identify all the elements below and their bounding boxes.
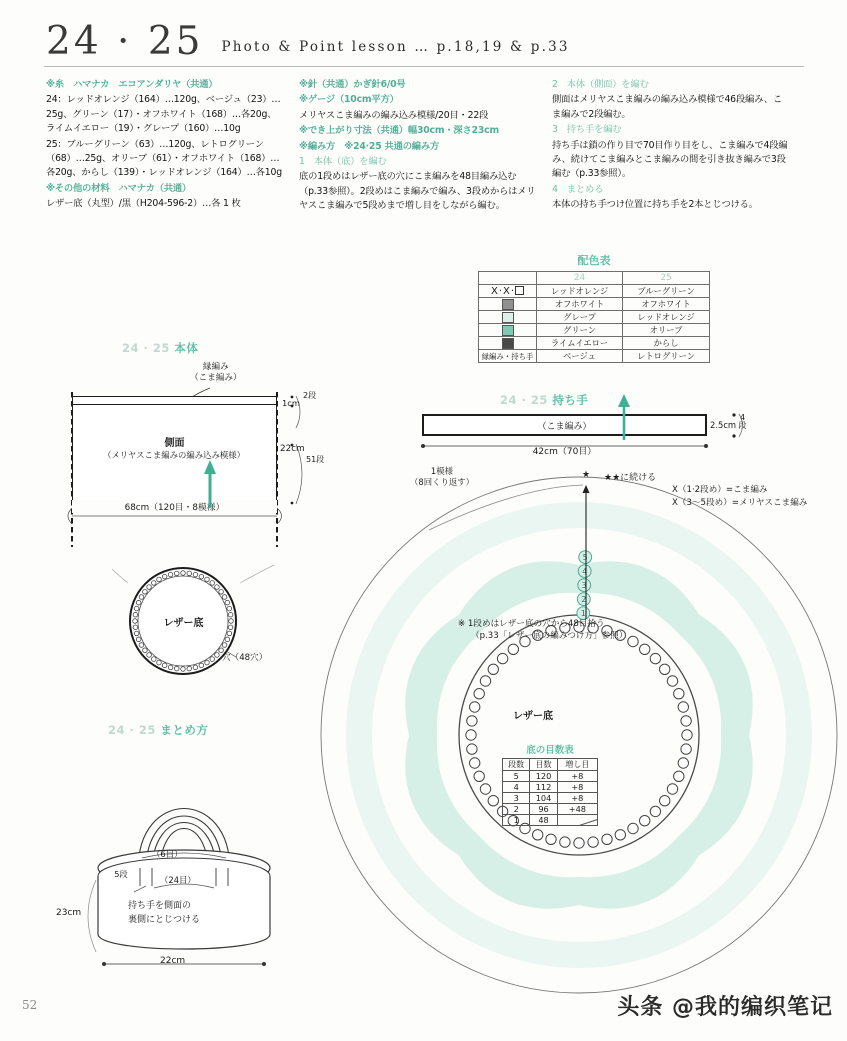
stitch-table-cell-row: 4 [503, 782, 530, 793]
step-2-title: 2 本体（側面）を編む [552, 79, 649, 90]
hook-heading: ※針（共通）かぎ針6/0号 [299, 79, 406, 90]
leather-hole [147, 585, 152, 590]
step-1-title: 1 本体（底）を編む [299, 156, 387, 168]
base-hole [533, 830, 543, 840]
color-chart-value: オリーブ [623, 324, 710, 337]
color-chart-symbol-cell: 縁編み・持ち手 [479, 350, 537, 363]
repeat-line2: （8回くり返す） [410, 476, 474, 487]
dim-side-rows: 51段 [306, 455, 325, 464]
leather-hole [151, 657, 156, 662]
pattern-band [459, 835, 579, 908]
leather-hole [205, 577, 210, 582]
handle-diagram [418, 392, 748, 477]
leather-hole [162, 574, 167, 579]
stitch-table-cell-stitches: 48 [530, 815, 557, 826]
chart-note-2: （p.33「レザー底の編みつけ方」参照） [471, 631, 628, 642]
leather-hole [199, 663, 204, 668]
stitch-table [502, 758, 598, 826]
handle-height: 2.5cm [710, 420, 737, 430]
stitch-table-cell-stitches: 104 [530, 793, 557, 804]
gauge-heading: ※ゲージ（10cm平方） [299, 94, 399, 106]
color-chart-value: グリーン [537, 324, 623, 337]
page-title: 24 · 25 [46, 19, 204, 64]
round-start-arrow-icon [583, 485, 590, 493]
base-hole [678, 702, 688, 712]
legend-line-1: X（1·2段め）=こま編み [672, 485, 768, 495]
pattern-band [679, 615, 752, 735]
yarn-heading: ※糸 ハマナカ エコアンダリヤ（共通） [46, 79, 218, 90]
leather-hole [139, 595, 144, 600]
color-chart-symbol-cell [479, 337, 537, 350]
header-divider [44, 66, 804, 67]
stitch-table-cell-stitches: 112 [530, 782, 557, 793]
leather-hole [168, 665, 173, 670]
stitch-table-cell-increase: +8 [557, 793, 597, 804]
color-swatch-icon [502, 299, 514, 310]
base-hole [480, 784, 490, 794]
leather-bottom-label: レザー底 [163, 618, 204, 629]
leather-holes-label: 穴（48穴） [222, 653, 268, 663]
color-chart [478, 252, 710, 363]
base-hole [574, 838, 584, 848]
leather-hole [134, 631, 139, 636]
leather-hole [157, 577, 162, 582]
color-swatch-icon [502, 338, 514, 349]
gauge-value: メリヤスこま編みの編み込み模様/20目・22段 [299, 109, 489, 121]
stitch-table-cell-increase: +48 [557, 804, 597, 815]
stitch-table-cell-row: 5 [503, 771, 530, 782]
stitch-table-row [503, 804, 598, 815]
bag-height-label: 23cm [56, 908, 82, 918]
handle-span-label: （6目） [152, 849, 183, 859]
stitch-table-row [503, 815, 598, 826]
color-chart-table [478, 271, 710, 363]
chart-note-1: ※ 1段めはレザー底の穴から48目拾う [458, 619, 605, 629]
leather-hole [210, 657, 215, 662]
base-hole [470, 758, 480, 768]
round-number-label: 2 [581, 595, 587, 605]
handle-dim-line [418, 436, 748, 460]
color-chart-symbol-cell [479, 324, 537, 337]
leather-hole [157, 660, 162, 665]
stitch-table-row [503, 782, 598, 793]
side-panel-label: 側面 [164, 438, 185, 449]
page-number: 52 [22, 998, 38, 1012]
chart-legend [672, 484, 807, 510]
color-chart-symbol-cell [479, 311, 537, 324]
base-hole [474, 771, 484, 781]
round-number-label: 3 [581, 581, 587, 591]
other-materials: レザー底（丸型）/黒（H204-596-2）…各 1 枚 [46, 198, 241, 210]
base-hole [650, 806, 660, 816]
side-panel-sub: （メリヤスこま編みの編み込み模様） [102, 450, 246, 460]
base-hole [480, 676, 490, 686]
color-chart-row [479, 285, 710, 298]
stitch-table-cell-row: 2 [503, 804, 530, 815]
stitch-count-table [502, 742, 598, 826]
base-hole [560, 837, 570, 847]
column-gauge-step1 [299, 78, 552, 215]
leather-hole [215, 653, 220, 658]
rows-5-label: 5段 [114, 869, 128, 879]
edge-band-line [72, 404, 277, 405]
color-chart-row [479, 337, 710, 350]
stitch-table-cell-increase [557, 815, 597, 826]
other-materials-heading: ※その他の材料 ハマナカ（共通） [46, 182, 192, 194]
chart-center-label: レザー底 [513, 711, 553, 722]
stitch-table-header-1: 目数 [530, 759, 557, 771]
leather-hole [136, 637, 141, 642]
base-hole [602, 834, 612, 844]
assembly-diagram [56, 722, 320, 966]
dim-side: 22cm [280, 444, 305, 454]
base-hole [628, 636, 638, 646]
star-marker-icon: ★ [581, 470, 591, 480]
leather-hole [193, 665, 198, 670]
base-hole [667, 784, 677, 794]
leather-hole [174, 571, 179, 576]
handle-direction-arrow-icon [614, 394, 634, 440]
base-hole [615, 830, 625, 840]
base-hole [674, 771, 684, 781]
step-2-body: 側面はメリヤスこま編みの編み込み模様で46段編み、こま編みで2段編む。 [552, 94, 782, 120]
leather-hole [162, 663, 167, 668]
color-chart-value: ブルーグリーン [623, 285, 710, 298]
leather-hole [168, 572, 173, 577]
stitch-table-cell-row: 3 [503, 793, 530, 804]
assembly-numbers: 24 · 25 [108, 723, 156, 737]
base-hole [470, 702, 480, 712]
side-panel-width: 68cm（120目・8模様） [72, 500, 277, 513]
leather-hole [222, 595, 227, 600]
page-subtitle: Photo & Point lesson … p.18,19 & p.33 [221, 39, 570, 55]
color-chart-title: 配色表 [577, 254, 611, 267]
base-hole [681, 716, 691, 726]
step-3-body: 持ち手は鎖の作り目で70目作り目をし、こま編みで4段編み、続けてこま編みとこま編みの間を引き抜き編みで3段編む（p.33参照）。 [552, 139, 788, 180]
base-hole [650, 653, 660, 663]
leather-hole [134, 606, 139, 611]
step-1-body: 底の1段めはレザー底の穴にこま編みを48目編み込む（p.33参照）。2段めはこま編みで編み、3段めからはメリヤスこま編みで5段めまで増し目をしながら編む。 [299, 171, 536, 212]
leather-hole [143, 648, 148, 653]
yarn-25: 25：ブルーグリーン（63）…120g、レトログリーン（68）…25g、オリーブ（61）・オフホワイト（168）…各20g、からし（139）・レッドオレンジ（164）…各10g [46, 138, 282, 179]
body-diagram-numbers: 24 · 25 [122, 341, 170, 355]
pattern-band [405, 735, 478, 855]
leather-hole [147, 653, 152, 658]
base-hole [466, 730, 476, 740]
base-hole [474, 689, 484, 699]
color-chart-row [479, 324, 710, 337]
stitch-table-title: 底の目数表 [526, 745, 574, 756]
assembly-title [108, 722, 208, 738]
leather-hole [227, 631, 232, 636]
color-chart-row [479, 311, 710, 324]
handle-rows: 4段 [738, 413, 747, 431]
base-hole [674, 689, 684, 699]
pattern-band [579, 835, 699, 908]
leather-hole [136, 600, 141, 605]
continue-annotation [604, 470, 656, 483]
dim-top-rows: 2段 [303, 391, 317, 400]
color-chart-symbol-cell [479, 298, 537, 311]
page-header [46, 19, 570, 64]
round-number-label: 1 [580, 609, 586, 619]
base-hole [467, 716, 477, 726]
body-diagram [60, 340, 325, 570]
color-chart-value: オフホワイト [623, 298, 710, 311]
repeat-line1: 1模様 [430, 466, 454, 476]
circular-crochet-chart [312, 468, 847, 1003]
column-steps [552, 78, 805, 215]
base-hole [640, 816, 650, 826]
leather-hole [187, 571, 192, 576]
color-chart-value: グレープ [537, 311, 623, 324]
edge-stitch-line2: （こま編み） [190, 372, 242, 383]
base-hole [488, 796, 498, 806]
color-swatch-icon [502, 325, 514, 336]
leather-hole [199, 574, 204, 579]
color-swatch-icon [502, 312, 514, 323]
legend-line-2: X（3〜5段め）=メリヤスこま編み [672, 497, 808, 508]
base-hole [681, 744, 691, 754]
left-dashed-edge [71, 392, 73, 547]
leather-hole [193, 572, 198, 577]
leather-hole [225, 637, 230, 642]
repeat-annotation [410, 466, 474, 487]
watermark: 头条 @我的编织笔记 [617, 995, 833, 1020]
assembly-note-2: 裏側にとじつける [128, 914, 201, 925]
leather-hole [227, 606, 232, 611]
right-dashed-edge [276, 392, 278, 547]
handle-stitch-label: （こま編み） [537, 422, 592, 432]
leather-hole [210, 581, 215, 586]
base-hole [546, 834, 556, 844]
leather-hole [225, 600, 230, 605]
assembly-note-1: 持ち手を側面の [128, 901, 192, 911]
handle-numbers: 24 · 25 [500, 393, 548, 407]
body-diagram-label: 本体 [174, 341, 199, 355]
leather-bottom-diagram [118, 565, 308, 685]
bag-illustration [60, 740, 320, 970]
leather-hole [139, 643, 144, 648]
stitch-table-cell-increase: +8 [557, 782, 597, 793]
leather-hole [151, 581, 156, 586]
handle-spacing-label: （24目） [160, 875, 196, 885]
leather-hole [174, 666, 179, 671]
leather-hole [143, 589, 148, 594]
stitch-table-cell-stitches: 120 [530, 771, 557, 782]
pattern-band [679, 735, 752, 855]
step-4-title: 4 まとめる [552, 183, 604, 195]
stitch-table-header-0: 段数 [503, 759, 530, 771]
direction-arrow-icon [200, 460, 220, 508]
handle-title [500, 392, 588, 408]
color-chart-header-2: 25 [623, 272, 710, 285]
stitch-table-row [503, 771, 598, 782]
finished-size-heading: ※でき上がり寸法（共通）幅30cm・深さ23cm [299, 125, 499, 137]
star-icon: ★ [604, 473, 613, 483]
leather-hole [222, 643, 227, 648]
color-chart-row [479, 350, 710, 363]
handle-height-bracket [710, 412, 746, 442]
dim-top: 1cm [282, 398, 300, 408]
leather-hole [181, 667, 186, 672]
base-hole [660, 664, 670, 674]
handle-width: 42cm（70目） [532, 447, 597, 457]
leather-hole [219, 589, 224, 594]
color-chart-value: ライムイエロー [537, 337, 623, 350]
edge-stitch-line1: 縁編み [202, 362, 229, 372]
color-chart-value: レッドオレンジ [623, 311, 710, 324]
leather-hole [187, 666, 192, 671]
leather-hole [215, 585, 220, 590]
color-chart-value: ベージュ [537, 350, 623, 363]
color-chart-header-0 [479, 272, 537, 285]
column-materials [46, 78, 299, 215]
stitch-table-header-2: 増し目 [557, 759, 597, 771]
base-hole [508, 644, 518, 654]
empty-square-icon [515, 286, 524, 295]
assembly-label: まとめ方 [160, 723, 209, 737]
base-hole [678, 758, 688, 768]
stitch-table-cell-stitches: 96 [530, 804, 557, 815]
how-to-heading: ※編み方 ※24·25 共通の編み方 [299, 140, 440, 152]
leather-hole [205, 660, 210, 665]
color-chart-row [479, 298, 710, 311]
color-chart-value: レトログリーン [623, 350, 710, 363]
base-hole [682, 730, 692, 740]
bag-width-label: 22cm [160, 956, 186, 966]
color-chart-value: レッドオレンジ [537, 285, 623, 298]
round-number-label: 4 [582, 567, 588, 577]
leather-hole [181, 571, 186, 576]
base-hole [497, 653, 507, 663]
color-chart-header-1: 24 [537, 272, 623, 285]
base-hole [588, 837, 598, 847]
round-number-label: 5 [582, 553, 588, 563]
base-hole [488, 664, 498, 674]
stitch-table-cell-increase: +8 [557, 771, 597, 782]
continue-label: ★に続ける [612, 473, 657, 483]
color-chart-value: からし [623, 337, 710, 350]
base-hole [667, 676, 677, 686]
yarn-24: 24：レッドオレンジ（164）…120g、ベージュ（23）…25g、グリーン（17）・オフホワイト（168）…各20g、ライムイエロー（19）・グレープ（160）…10g [46, 94, 281, 135]
assembly-note [128, 900, 200, 927]
stitch-table-cell-row: 1 [503, 815, 530, 826]
chart-note [458, 618, 627, 642]
base-hole [660, 796, 670, 806]
instructions-columns [46, 78, 806, 215]
handle-label: 持ち手 [552, 393, 589, 407]
step-3-title: 3 持ち手を編む [552, 124, 622, 136]
step-4-body: 本体の持ち手つけ位置に持ち手を2本とじつける。 [552, 199, 758, 211]
color-chart-value: オフホワイト [537, 298, 623, 311]
base-hole [628, 823, 638, 833]
base-hole [467, 744, 477, 754]
stitch-table-row [503, 793, 598, 804]
base-hole [640, 644, 650, 654]
color-chart-symbol-cell: X·X· [479, 285, 537, 298]
